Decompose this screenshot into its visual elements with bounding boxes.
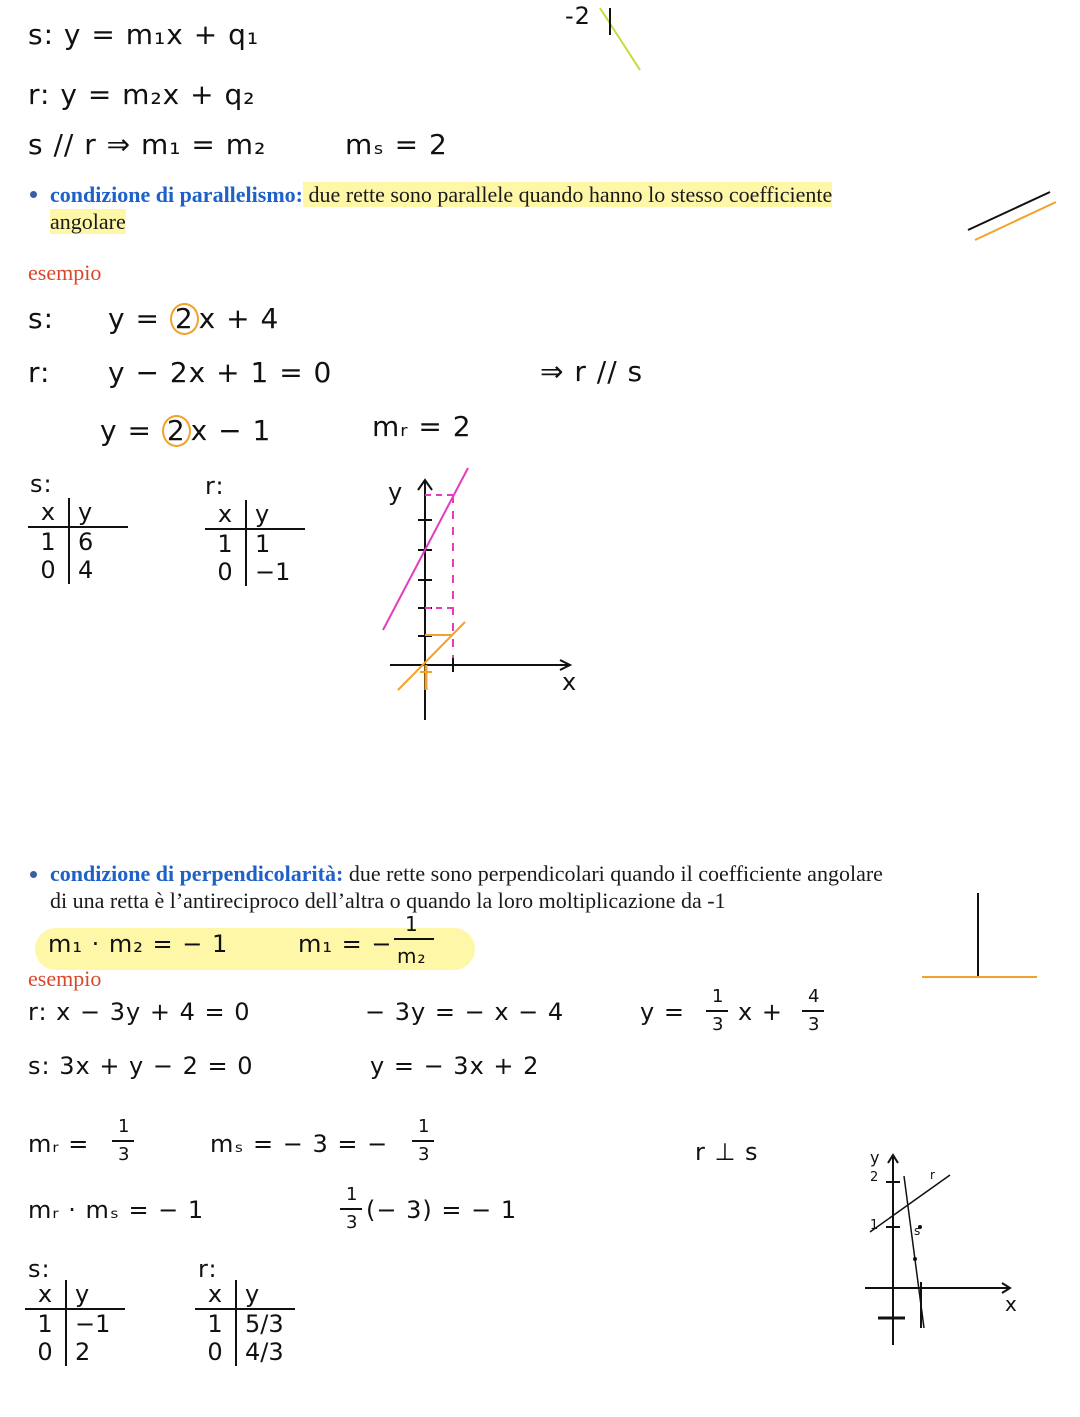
parallel-conclusion: ⇒ r // s: [540, 355, 644, 388]
table-s2-label: s:: [28, 1255, 51, 1283]
perp-text: due rette sono perpendicolari quando il coefficiente angolare: [343, 861, 883, 886]
s-solve: y = − 3x + 2: [370, 1052, 540, 1080]
perp-title: condizione di perpendicolarità:: [50, 861, 344, 886]
table-r2-head-y: y: [235, 1280, 295, 1308]
parallel-text: due rette sono parallele quando hanno lo stesso coefficiente: [303, 182, 833, 207]
r-result-num1: 1: [712, 986, 725, 1007]
graph2-line-r-label: r: [930, 1168, 936, 1182]
s-eq-suffix: x + 4: [198, 302, 280, 335]
table-cell: 4/3: [235, 1338, 295, 1366]
table-cell: 0: [207, 1338, 223, 1366]
s-eq-prefix: y =: [108, 302, 170, 335]
line-r-general: r: y = m₂x + q₂: [28, 78, 256, 111]
parallel-implication: s // r ⇒ m₁ = m₂: [28, 128, 267, 161]
r-equation: y − 2x + 1 = 0: [108, 356, 333, 389]
table-r-head-x: x: [217, 500, 233, 528]
r-solve: − 3y = − x − 4: [365, 998, 565, 1026]
table-r2-head-x: x: [207, 1280, 223, 1308]
table-cell: 0: [217, 558, 233, 586]
table-cell: 6: [68, 528, 128, 556]
s-coef: 2: [170, 303, 199, 335]
line-s-general: s: y = m₁x + q₁: [28, 18, 260, 51]
ms-num: 1: [418, 1116, 431, 1137]
table-cell: 1: [37, 1310, 53, 1338]
slope-r: mᵣ = 2: [372, 410, 472, 443]
s-label: s:: [28, 302, 55, 335]
table-s2-head-y: y: [65, 1280, 125, 1308]
graph2-tick-2: 2: [870, 1170, 880, 1185]
r-result-den1: 3: [712, 1014, 725, 1035]
example-label: esempio: [28, 260, 102, 285]
table-s-label: s:: [30, 470, 53, 498]
r-result-num2: 4: [808, 986, 821, 1007]
example-label-2: esempio: [28, 966, 102, 991]
parallel-text-2: angolare: [50, 209, 126, 234]
table-cell: 1: [40, 528, 56, 556]
r-coef: 2: [162, 415, 191, 447]
table-cell: 1: [217, 530, 233, 558]
table-s2-head-x: x: [37, 1280, 53, 1308]
ms-den: 3: [418, 1144, 431, 1165]
r-result-den2: 3: [808, 1014, 821, 1035]
graph2-tick-1: 1: [870, 1218, 880, 1233]
corner-note: -2: [565, 2, 591, 30]
graph-y-label: y: [388, 478, 404, 506]
table-cell: 0: [40, 556, 56, 584]
mr-den: 3: [118, 1144, 131, 1165]
check-num: 1: [346, 1184, 359, 1205]
table-s-head-y: y: [68, 498, 128, 526]
table-cell: 5/3: [235, 1310, 295, 1338]
r-label: r:: [28, 356, 51, 389]
table-cell: 4: [68, 556, 128, 584]
parallel-title: condizione di parallelismo:: [50, 182, 303, 207]
table-cell: 1: [207, 1310, 223, 1338]
slope-product: mᵣ · mₛ = − 1: [28, 1196, 205, 1224]
graph-x-label: x: [562, 668, 578, 696]
table-cell: 0: [37, 1338, 53, 1366]
check-den: 3: [346, 1212, 359, 1233]
formula-den: m₂: [397, 944, 427, 968]
r-equation-perp: r: x − 3y + 4 = 0: [28, 998, 251, 1026]
table-cell: 2: [65, 1338, 125, 1366]
graph2-y-label: y: [870, 1148, 881, 1167]
table-cell: −1: [65, 1310, 125, 1338]
mr-num: 1: [118, 1116, 131, 1137]
table-r-label: r:: [205, 472, 225, 500]
r-result-prefix: y =: [640, 998, 685, 1026]
check-rest: (− 3) = − 1: [366, 1196, 518, 1224]
graph2-x-label: x: [1005, 1292, 1018, 1316]
graph2-line-s-label: s: [914, 1224, 922, 1238]
ms-prefix: mₛ = − 3 = −: [210, 1130, 389, 1158]
slope-s: mₛ = 2: [345, 128, 448, 161]
r-result-mid: x +: [738, 998, 783, 1026]
table-r-head-y: y: [245, 500, 305, 528]
r-eq2-prefix: y =: [100, 414, 162, 447]
perp-conclusion: r ⊥ s: [695, 1138, 759, 1166]
formula-product: m₁ · m₂ = − 1: [48, 930, 229, 958]
s-equation-perp: s: 3x + y − 2 = 0: [28, 1052, 254, 1080]
formula-num: 1: [405, 912, 419, 936]
table-s-head-x: x: [40, 498, 56, 526]
table-cell: −1: [245, 558, 305, 586]
table-cell: 1: [245, 530, 305, 558]
mr-prefix: mᵣ =: [28, 1130, 90, 1158]
perp-text-2: di una retta è l’antireciproco dell’altra o quando la loro moltiplicazione da -1: [50, 888, 726, 913]
formula-antireciprocal: m₁ = −: [298, 930, 393, 958]
table-r2-label: r:: [198, 1255, 218, 1283]
r-eq2-suffix: x − 1: [190, 414, 272, 447]
